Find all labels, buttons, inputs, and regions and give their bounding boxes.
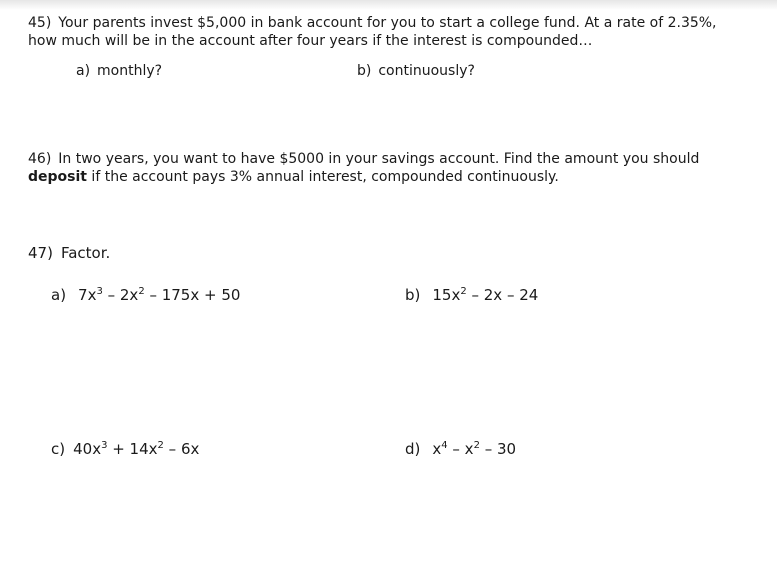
problem-47-part-b (405, 282, 538, 305)
deposit-emphasis: deposit (28, 169, 87, 185)
page-top-shadow (0, 0, 777, 10)
problem-47-heading (28, 243, 110, 263)
problem-46-number: 46) (28, 151, 52, 167)
expr-term: – 2x (102, 286, 139, 304)
expr-term: – 2x – 24 (466, 286, 539, 304)
problem-45-number: 45) (28, 15, 52, 31)
problem-47-part-d (405, 436, 516, 459)
expr-term: – 175x + 50 (144, 286, 241, 304)
problem-47-part-a (51, 282, 240, 305)
problem-45-text-1: Your parents invest $5,000 in bank account for you to start a college fund. At a rate of 2.35%, (58, 15, 717, 31)
expr-term: – 6x (163, 440, 200, 458)
expr-term: – 30 (479, 440, 517, 458)
exponent: 2 (473, 440, 480, 451)
problem-46-line-1 (28, 150, 699, 168)
problem-47-number: 47) (28, 244, 53, 262)
exponent: 3 (96, 286, 103, 297)
expr-term: 7x (78, 286, 97, 304)
exponent: 2 (138, 286, 145, 297)
exponent: 3 (101, 440, 108, 451)
expr-term: 15x (432, 286, 461, 304)
part-label: d) (405, 440, 421, 458)
part-label: a) (76, 63, 91, 79)
problem-47-title: Factor. (60, 244, 111, 262)
part-label: a) (51, 286, 67, 304)
exponent: 2 (157, 440, 164, 451)
part-text: monthly? (97, 63, 163, 79)
part-label: b) (405, 286, 421, 304)
part-label: c) (51, 440, 66, 458)
part-label: b) (357, 63, 372, 79)
problem-46-text-2: if the account pays 3% annual interest, compounded continuously. (86, 169, 559, 185)
problem-46-line-2 (28, 168, 559, 186)
problem-45-part-a (76, 62, 162, 80)
expr-term: + 14x (107, 440, 158, 458)
exponent: 4 (441, 440, 448, 451)
problem-45-line-1 (28, 14, 717, 32)
problem-45-line-2: how much will be in the account after four years if the interest is compounded… (28, 33, 593, 49)
part-text: continuously? (378, 63, 475, 79)
expr-term: – x (447, 440, 474, 458)
exponent: 2 (460, 286, 467, 297)
expr-term: x (432, 440, 442, 458)
problem-46-text-1: In two years, you want to have $5000 in your savings account. Find the amount you should (58, 151, 700, 167)
problem-47-part-c (51, 436, 199, 459)
expr-term: 40x (73, 440, 102, 458)
problem-45-part-b (357, 62, 475, 80)
